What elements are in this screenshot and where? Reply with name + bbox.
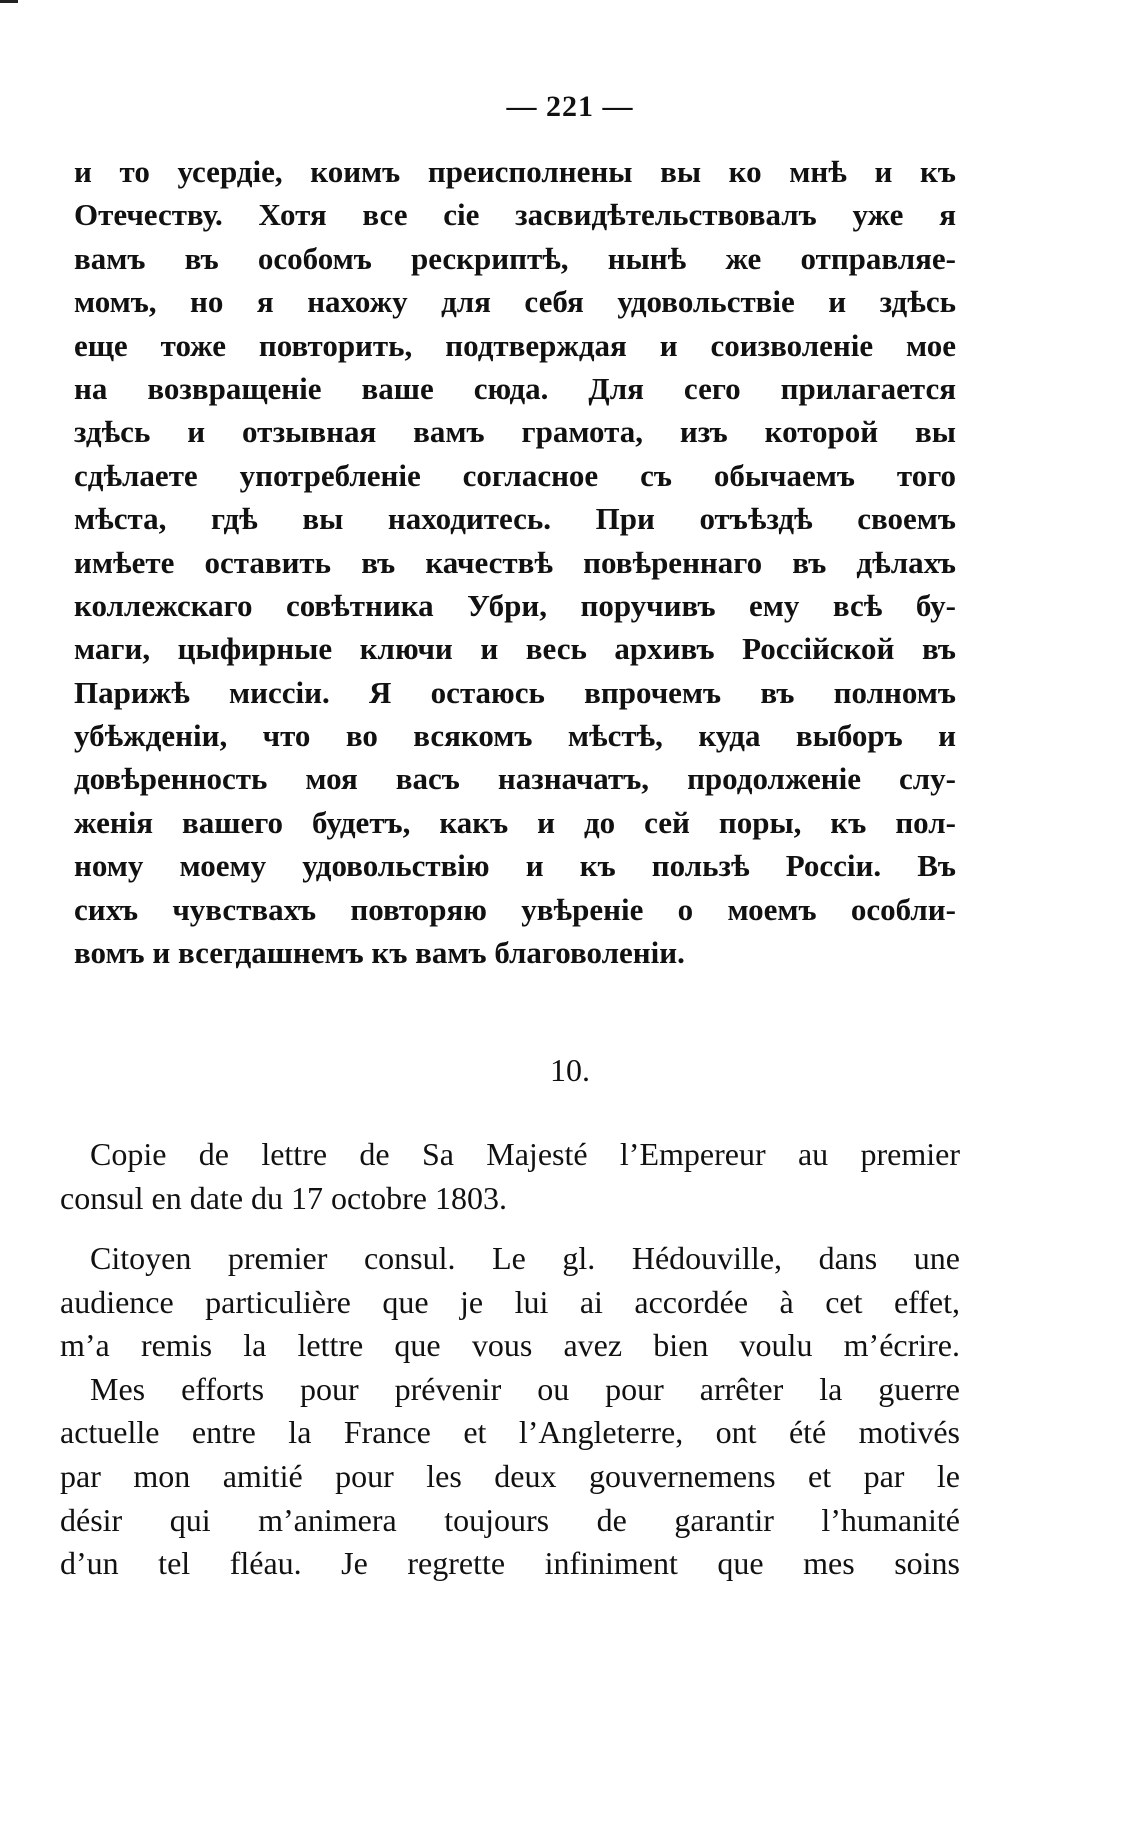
text-line: d’un tel fléau. Je regrette infiniment que mes soins (60, 1545, 960, 1582)
heading-line: Copie de lettre de Sa Majesté l’Empereur au premier (90, 1136, 960, 1172)
text-line: коллежскаго совѣтника Убри, поручивъ ему всѣ бу- (74, 587, 956, 623)
text-line: actuelle entre la France et l’Angleterre, ont été motivés (60, 1414, 960, 1451)
french-letter-text (60, 1237, 960, 1586)
text-line: вомъ и всегдашнемъ къ вамъ благоволеніи. (74, 935, 685, 971)
text-line: Отечеству. Хотя все сіе засвидѣтельствовалъ уже я (74, 197, 956, 233)
scan-corner-mark (0, 0, 18, 3)
text-line: мѣста, гдѣ вы находитесь. При отъѣздѣ своемъ (74, 501, 956, 537)
text-line: и то усердіе, коимъ преисполнены вы ко мнѣ и къ (74, 154, 956, 189)
text-line: désir qui m’animera toujours de garantir l’humanité (60, 1501, 960, 1538)
text-line: ному моему удовольствію и къ пользѣ Россіи. Въ (74, 848, 956, 884)
text-line: маги, цыфирные ключи и весь архивъ Россійской въ (74, 631, 956, 667)
text-line: сихъ чувствахъ повторяю увѣреніе о моемъ особли- (74, 891, 956, 927)
letter-heading (60, 1133, 960, 1220)
text-line: par mon amitié pour les deux gouvernemens et par le (60, 1457, 960, 1494)
text-line: Парижѣ миссіи. Я остаюсь впрочемъ въ полномъ (74, 674, 956, 710)
text-line: имѣете оставить въ качествѣ повѣреннаго въ дѣлахъ (74, 544, 956, 580)
text-line: еще тоже повторить, подтверждая и соизволеніе мое (74, 327, 956, 363)
section-number: 10. (550, 1052, 590, 1088)
text-line: Mes efforts pour prévenir ou pour arrêter la guerre (90, 1370, 960, 1407)
text-line: на возвращеніе ваше сюда. Для сего прилагается (74, 370, 956, 406)
text-line: здѣсь и отзывная вамъ грамота, изъ которой вы (74, 414, 956, 450)
text-line: Citoyen premier consul. Le gl. Hédouville, dans une (90, 1240, 960, 1276)
text-line: момъ, но я нахожу для себя удовольствіе и здѣсь (74, 284, 956, 320)
text-line: довѣренность моя васъ назначатъ, продолженіе слу- (74, 761, 956, 797)
text-line: вамъ въ особомъ рескриптѣ, нынѣ же отправляе- (74, 240, 956, 276)
russian-letter-text (74, 150, 956, 974)
text-line: убѣжденіи, что во всякомъ мѣстѣ, куда выборъ и (74, 718, 956, 754)
page-number: — 221 — (506, 90, 634, 123)
text-line: m’a remis la lettre que vous avez bien voulu m’écrire. (60, 1327, 960, 1364)
text-line: audience particulière que je lui ai accordée à cet effet, (60, 1283, 960, 1320)
text-line: сдѣлаете употребленіе согласное съ обычаемъ того (74, 457, 956, 493)
text-line: женія вашего будетъ, какъ и до сей поры, къ пол- (74, 804, 956, 840)
heading-line: consul en date du 17 octobre 1803. (60, 1179, 507, 1216)
